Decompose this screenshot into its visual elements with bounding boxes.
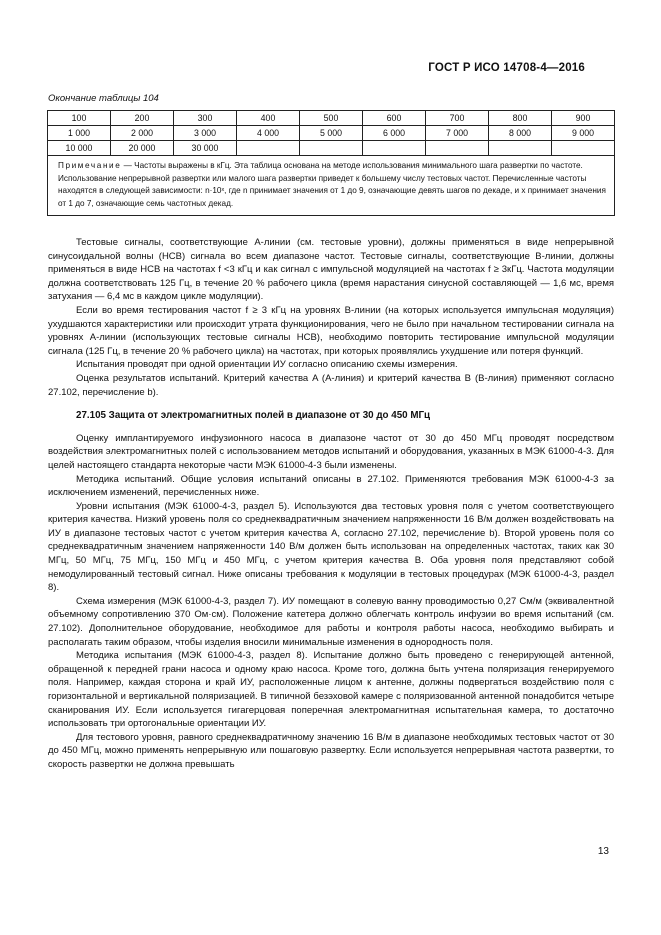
table-cell: 30 000 (174, 141, 237, 156)
note-text: — Частоты выражены в кГц. Эта таблица основана на методе использования минимального шага развертки по частоте. Использование непрерывной развертки или малого шага развертки приведет к большему числу тестовых частот. Перечисленные частоты находятся в следующей зависимости: n·10ˣ, где n принимает значения от 1 до 9, означающие девять шагов по декаде, и x принимает значения от 1 до 7, означающие семь частотных декад. (58, 161, 606, 208)
table-note (48, 156, 615, 216)
paragraph: Схема измерения (МЭК 61000-4-3, раздел 7). ИУ помещают в солевую ванну проводимостью 0,27 См/м (эквивалентной объемному сопротивлению 370 Ом·см). Положение катетера должно облегчать контроль инфузии во время испытаний (см. 27.102). Дополнительное оборудование, необходимое для работы и контроля работы насоса, необходимо выбирать и располагать таким образом, чтобы изделия вносили минимальные изменения в однородность поля. (48, 595, 614, 648)
table-cell: 5 000 (300, 126, 363, 141)
table-cell: 8 000 (489, 126, 552, 141)
section-heading: 27.105 Защита от электромагнитных полей в диапазоне от 30 до 450 МГц (76, 410, 431, 422)
table-cell (489, 141, 552, 156)
paragraph: Испытания проводят при одной ориентации ИУ согласно описанию схемы измерения. (76, 359, 458, 371)
table-cell: 20 000 (111, 141, 174, 156)
table-cell: 7 000 (426, 126, 489, 141)
main-text (48, 236, 614, 772)
table-cell: 500 (300, 111, 363, 126)
paragraph: Оценка результатов испытаний. Критерий качества A (A-линия) и критерий качества B (B-линия) применяют согласно 27.102, перечисление b). (48, 372, 614, 398)
table-row (48, 126, 615, 141)
document-id: ГОСТ Р ИСО 14708-4—2016 (428, 62, 585, 74)
table-cell: 2 000 (111, 126, 174, 141)
paragraph: Для тестового уровня, равного среднеквадратичному значению 16 В/м в диапазоне необходимых тестовых частот от 30 до 450 МГц, можно применять непрерывную или пошаговую развертку. Если используется непрерывная частота развертки, то скорость развертки не должна превышать (48, 731, 614, 770)
paragraph: Уровни испытания (МЭК 61000-4-3, раздел 5). Используются два тестовых уровня поля с учетом соответствующего критерия качества. Низкий уровень поля со среднеквадратичным значением напряженности 16 В/м должен воздействовать на ИУ в диапазоне тестовых частот с учетом критерия качества A, согласно 27.102, перечисление b). Второй уровень поля со среднеквадратичным значением напряженности 140 В/м должен быть использован на определенных частотах, таких как 30 МГц, 50 МГц, 75 МГц, 150 МГц и 450 МГц, с учетом критерия качества B. Оба уровня поля представляют собой немодулированный тестовый сигнал. Ниже описаны требования к модуляции в тестовых процедурах (МЭК 61000-4-3, раздел 8). (48, 500, 614, 594)
paragraph: Если во время тестирования частот f ≥ 3 кГц на уровнях B-линии (на которых используется импульсная модуляция) ухудшаются характеристики или происходит утрата функционирования, чего не было при начальном тестировании сигнала на уровнях A-линии (использующих тестовые сигналы НСВ), необходимо повторить тестирование импульсной модуляции сигнала (125 Гц, в течение 20 % рабочего цикла) на частотах, при которых проявлялись ухудшение или потеря функций. (48, 304, 614, 357)
table-row (48, 111, 615, 126)
table-cell: 900 (552, 111, 615, 126)
table-cell: 400 (237, 111, 300, 126)
frequency-table (47, 110, 615, 216)
table-row (48, 141, 615, 156)
table-cell: 300 (174, 111, 237, 126)
page-number: 13 (597, 846, 609, 857)
table-cell: 10 000 (48, 141, 111, 156)
table-cell: 3 000 (174, 126, 237, 141)
paragraph: Оценку имплантируемого инфузионного насоса в диапазоне частот от 30 до 450 МГц проводят посредством воздействия электромагнитных полей с использованием методов испытаний и оборудования, указанных в МЭК 61000-4-3. Для целей настоящего стандарта некоторые части МЭК 61000-4-3 были изменены. (48, 432, 614, 471)
table-cell (237, 141, 300, 156)
paragraph: Тестовые сигналы, соответствующие A-линии (см. тестовые уровни), должны применяться в виде непрерывной синусоидальной волны (НСВ) сигнала во всем диапазоне частот. Тестовые сигналы, соответствующие B-линии, должны применяться в виде НСВ на частотах f <3 кГц и как сигнал с импульсной модуляцией на частотах f ≥ 3кГц. Частота модуляции должна соответствовать 125 Гц, в течение 20 % рабочего цикла (время нарастания синусной составляющей — 1,6 мс, время затухания — 6,4 мс в каждом цикле модуляции). (48, 237, 614, 303)
table-cell: 100 (48, 111, 111, 126)
table-cell: 600 (363, 111, 426, 126)
note-label: Примечание (58, 161, 122, 170)
table-cell: 1 000 (48, 126, 111, 141)
table-cell: 9 000 (552, 126, 615, 141)
table-cell: 800 (489, 111, 552, 126)
table-note-row (48, 156, 615, 216)
table-cell: 6 000 (363, 126, 426, 141)
table-caption: Окончание таблицы 104 (48, 93, 159, 104)
table-cell: 700 (426, 111, 489, 126)
table-cell (426, 141, 489, 156)
table-cell: 200 (111, 111, 174, 126)
paragraph: Методика испытания (МЭК 61000-4-3, раздел 8). Испытание должно быть проведено с генерирующей антенной, обращенной к передней грани насоса и одному краю насоса. Кроме того, должна быть учтена поляризация генерируемого поля. Например, каждая сторона и край ИУ, расположенные лицом к антенне, должны подвергаться воздействию поля с горизонтальной и вертикальной поляризацией. В типичной безэховой камере с поляризованной антенной понадобится четыре сканирования ИУ. Если используется гигагерцовая поперечная электромагнитная испытательная камера, то достаточно использовать три ортогональные ориентации ИУ. (48, 650, 614, 730)
table-cell (300, 141, 363, 156)
table-cell (552, 141, 615, 156)
table-cell: 4 000 (237, 126, 300, 141)
table-cell (363, 141, 426, 156)
paragraph: Методика испытаний. Общие условия испытаний описаны в 27.102. Применяются требования МЭК 61000-4-3 за исключением изменений, перечисленных ниже. (48, 473, 614, 499)
